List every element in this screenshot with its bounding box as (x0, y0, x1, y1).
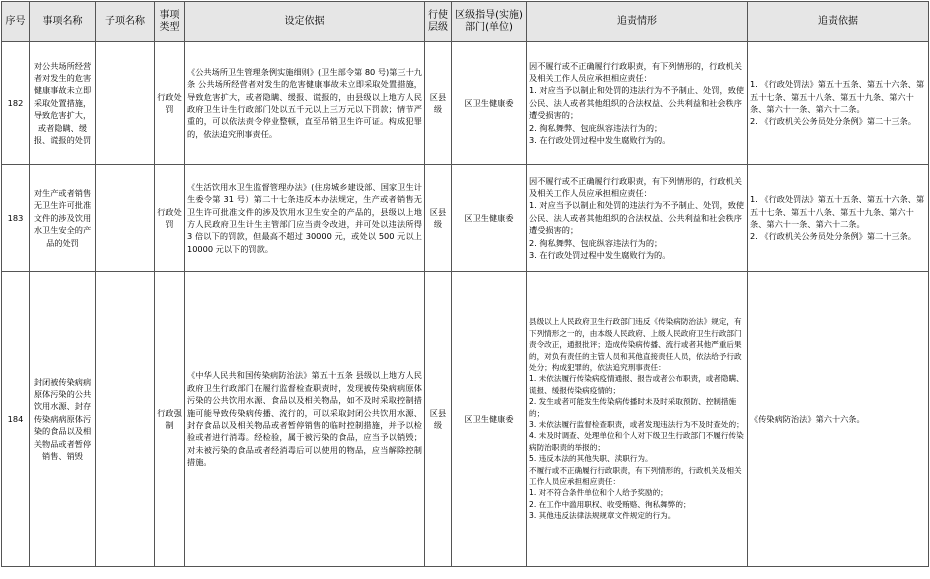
situation-line: 不履行或不正确履行行政职责，有下列情形的，行政机关及相关工作人员应承担相应责任： (529, 465, 742, 487)
row-no: 184 (2, 272, 30, 567)
situation-line: 1. 对应当予以制止和处罚的违法行为不予制止、处罚，致使公民、法人或者其他组织的合法权益、公共利益和社会秩序遭受损害的； (529, 200, 745, 236)
row-item-name: 封闭被传染病病原体污染的公共饮用水源、封存传染病病原体污染的食品以及相关物品或者暂停销售、销毁 (30, 272, 96, 567)
situation-line: 1. 对不符合条件单位和个人给予奖励的； (529, 488, 668, 498)
row-situation (527, 272, 748, 567)
row-no: 183 (2, 165, 30, 272)
row-item-type: 行政处罚 (155, 42, 185, 165)
row-level: 区县级 (425, 165, 452, 272)
table-row (2, 165, 929, 272)
header-accountability-basis: 追责依据 (748, 2, 929, 42)
header-situation: 追责情形 (527, 2, 748, 42)
situation-line: 1. 对应当予以制止和处罚的违法行为不予制止、处罚，致使公民、法人或者其他组织的合法权益、公共利益和社会秩序遭受损害的； (529, 85, 745, 121)
row-sub-item (96, 42, 155, 165)
header-dept: 区级指导(实施)部门(单位) (452, 2, 527, 42)
basis-line: 2. 《行政机关公务员处分条例》第二十三条。 (750, 116, 916, 127)
table-row (2, 42, 929, 165)
header-row (2, 2, 929, 42)
situation-line: 3. 在行政处罚过程中发生腐败行为的。 (529, 250, 671, 261)
row-accountability-basis (748, 42, 929, 165)
header-item-name: 事项名称 (30, 2, 96, 42)
basis-line: 2. 《行政机关公务员处分条例》第二十三条。 (750, 231, 916, 242)
situation-line: 3. 未依法履行监督检查职责，或者发现违法行为不及时查处的； (529, 420, 744, 429)
situation-line: 2. 在工作中滥用职权、收受贿赂、徇私舞弊的； (529, 499, 691, 509)
row-accountability-basis (748, 272, 929, 567)
row-item-name: 对公共场所经营者对发生的危害健康事故未立即采取处置措施，导致危害扩大，或者隐瞒、缓报、谎报的处罚 (30, 42, 96, 165)
basis-line: 1. 《行政处罚法》第五十五条、第五十六条、第五十七条、第五十八条、第五十九条、第六十条、第六十一条、第六十二条。 (750, 194, 925, 229)
row-basis: 《中华人民共和国传染病防治法》第五十五条 县级以上地方人民政府卫生行政部门在履行监督检查职责时，发现被传染病病原体污染的公共饮用水源、食品以及相关物品，如不及时采取控制措施可能导致传染病传播、流行的，可以采取封闭公共饮用水源、封存食品以及相关物品或者暂停销售的临时控制措施，并予以检验或者进行消毒。经检验，属于被污染的食品，应当予以销毁；对未被污染的食品或者经消毒后可以使用的物品，应当解除控制措施。 (185, 272, 425, 567)
row-item-name: 对生产或者销售无卫生许可批准文件的涉及饮用水卫生安全的产品的处罚 (30, 165, 96, 272)
row-dept: 区卫生健康委 (452, 42, 527, 165)
row-accountability-basis (748, 165, 929, 272)
row-item-type: 行政强制 (155, 272, 185, 567)
situation-line: 3. 其他违反法律法规规章文件规定的行为。 (529, 511, 676, 521)
table-row (2, 272, 929, 567)
situation-line: 2. 徇私舞弊、包庇纵容违法行为的； (529, 122, 663, 133)
header-sub-item: 子项名称 (96, 2, 155, 42)
situation-line: 4. 未及时调查、处理单位和个人对下级卫生行政部门不履行传染病防治职责的举报的； (529, 431, 744, 452)
situation-line: 2. 发生或者可能发生传染病传播时未及时采取预防、控制措施的； (529, 397, 737, 418)
header-level: 行使层级 (425, 2, 452, 42)
row-no: 182 (2, 42, 30, 165)
row-sub-item (96, 272, 155, 567)
row-basis: 《生活饮用水卫生监督管理办法》(住房城乡建设部、国家卫生计生委令第 31 号）第二十七条违反本办法规定，生产或者销售无卫生许可批准文件的涉及饮用水卫生安全的产品的，县级以上地方人民政府卫生计生主管部门应当责令改进，并可处以违法所得 3 倍以下的罚款，但最高不超过 30000 元，或处以 500 元以上 10000 元以下的罚款。 (185, 165, 425, 272)
row-dept: 区卫生健康委 (452, 272, 527, 567)
accountability-table (1, 1, 929, 567)
header-no: 序号 (2, 2, 30, 42)
row-dept: 区卫生健康委 (452, 165, 527, 272)
situation-line: 因不履行或不正确履行行政职责，有下列情形的，行政机关及相关工作人员应承担相应责任： (529, 175, 742, 198)
situation-line: 3. 在行政处罚过程中发生腐败行为的。 (529, 135, 671, 146)
row-level: 区县级 (425, 272, 452, 567)
header-item-type: 事项类型 (155, 2, 185, 42)
header-basis: 设定依据 (185, 2, 425, 42)
basis-line: 1. 《行政处罚法》第五十五条、第五十六条、第五十七条、第五十八条、第五十九条、第六十条、第六十一条、第六十二条。 (750, 79, 925, 114)
situation-line: 2. 徇私舞弊、包庇纵容违法行为的； (529, 237, 663, 248)
row-item-type: 行政处罚 (155, 165, 185, 272)
situation-line: 5. 违反本法的其他失职、渎职行为。 (529, 454, 653, 464)
basis-line: 《传染病防治法》第六十六条。 (750, 413, 865, 424)
row-situation (527, 165, 748, 272)
situation-line: 因不履行或不正确履行行政职责，有下列情形的，行政机关及相关工作人员应承担相应责任： (529, 60, 742, 83)
situation-line: 1. 未依法履行传染病疫情通报、报告或者公布职责，或者隐瞒、谎报、缓报传染病疫情的； (529, 374, 744, 395)
row-level: 区县级 (425, 42, 452, 165)
row-situation (527, 42, 748, 165)
row-basis: 《公共场所卫生管理条例实施细则》(卫生部令第 80 号)第三十九条 公共场所经营者对发生的危害健康事故未立即采取处置措施，导致危害扩大，或者隐瞒、缓报、谎报的，由县级以上地方人民政府卫生计生行政部门处以五千元以上三万元以下罚款；情节严重的，可以依法责令停业整顿，直至吊销卫生许可证。构成犯罪的，依法追究刑事责任。 (185, 42, 425, 165)
situation-line: 县级以上人民政府卫生行政部门违反《传染病防治法》规定，有下列情形之一的，由本级人民政府、上级人民政府卫生行政部门责令改正，通报批评；造成传染病传播、流行或者其他严重后果的，对负有责任的主管人员和其他直接责任人员，依法给予行政处分；构成犯罪的，依法追究刑事责任： (529, 317, 742, 372)
row-sub-item (96, 165, 155, 272)
